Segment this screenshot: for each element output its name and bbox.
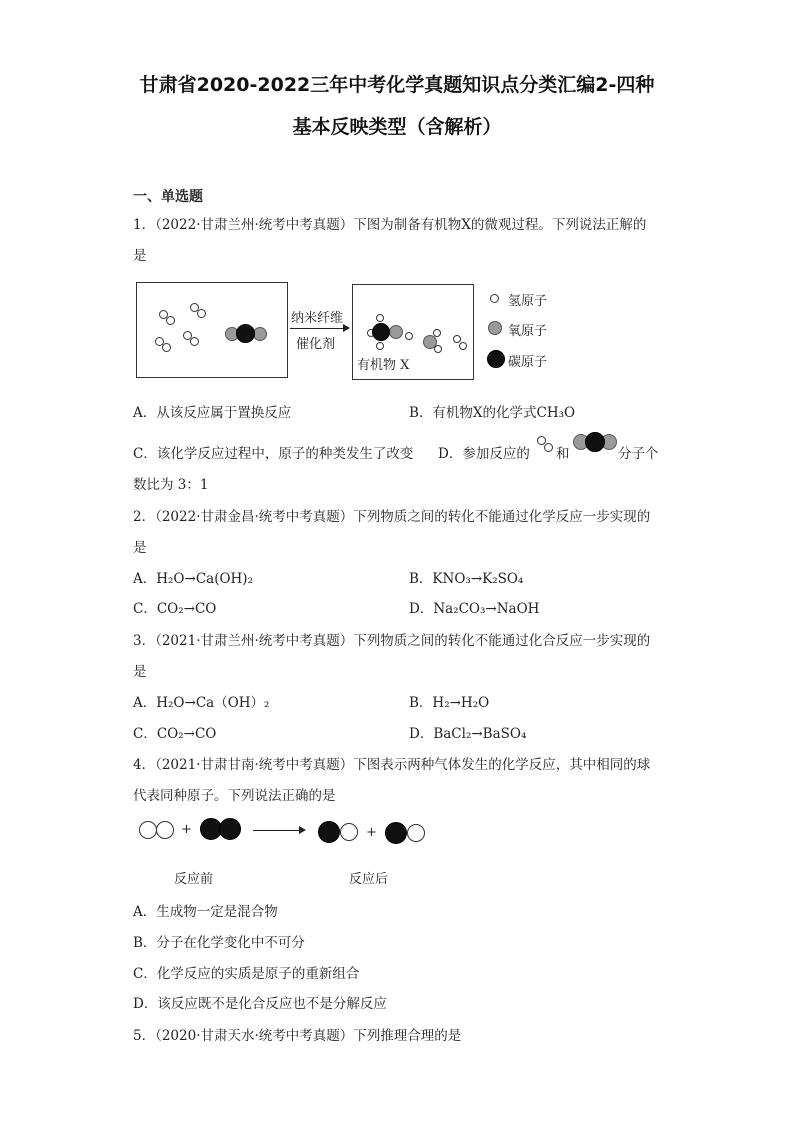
q1-option-d-and: 和 xyxy=(556,446,570,462)
white-atom xyxy=(340,823,358,841)
q4-stem-line1: 4．（2021·甘肃甘南·统考中考真题）下图表示两种气体发生的化学反应，其中相同的球 xyxy=(133,757,651,773)
page-title-line1: 甘肃省2020-2022三年中考化学真题知识点分类汇编2-四种 xyxy=(139,74,655,96)
q2-option-c[interactable]: C．CO₂→CO xyxy=(133,601,217,617)
q4-stem-line2: 代表同种原子。下列说法正确的是 xyxy=(133,788,336,804)
catalyst-label-line2: 催化剂 xyxy=(296,337,336,352)
q1-option-b[interactable]: B．有机物X的化学式CH₃O xyxy=(409,405,576,421)
q1-stem-line2: 是 xyxy=(133,248,147,264)
q4-option-d[interactable]: D．该反应既不是化合反应也不是分解反应 xyxy=(133,996,387,1012)
hydrogen-atom xyxy=(190,337,199,346)
legend-oxygen: 氧原子 xyxy=(508,324,548,339)
q3-option-b[interactable]: B．H₂→H₂O xyxy=(409,695,490,711)
reaction-arrow-shaft xyxy=(290,328,346,329)
black-atom xyxy=(385,822,407,844)
co2-molecule-icon xyxy=(585,432,605,452)
label-after-reaction: 反应后 xyxy=(349,872,389,887)
white-atom xyxy=(407,824,425,842)
q5-stem-line1: 5．（2020·甘肃天水·统考中考真题）下列推理合理的是 xyxy=(133,1028,462,1044)
q1-option-c[interactable]: C．该化学反应过程中，原子的种类发生了改变 xyxy=(133,446,414,462)
page-title-line2: 基本反映类型（含解析） xyxy=(292,116,502,138)
q2-option-a[interactable]: A．H₂O→Ca(OH)₂ xyxy=(133,571,253,587)
q2-option-b[interactable]: B．KNO₃→K₂SO₄ xyxy=(409,571,524,587)
oxygen-legend-icon xyxy=(488,321,502,335)
oxygen-atom xyxy=(389,325,403,339)
catalyst-label-line1: 纳米纤维 xyxy=(291,311,344,326)
section-heading: 一、单选题 xyxy=(133,189,203,205)
hydrogen-atom xyxy=(376,342,384,350)
reaction-arrow-shaft xyxy=(253,830,301,831)
legend-carbon: 碳原子 xyxy=(508,355,548,370)
reactants-box xyxy=(136,282,288,378)
q3-option-d[interactable]: D．BaCl₂→BaSO₄ xyxy=(409,726,527,742)
product-label: 有机物 X xyxy=(357,358,410,373)
hydrogen-atom xyxy=(459,342,467,350)
q1-option-d-suffix: 分子个 xyxy=(618,446,659,462)
hydrogen-atom xyxy=(162,343,171,352)
hydrogen-legend-icon xyxy=(490,294,499,303)
q4-option-a[interactable]: A．生成物一定是混合物 xyxy=(133,904,278,920)
q2-stem-line1: 2．（2022·甘肃金昌·统考中考真题）下列物质之间的转化不能通过化学反应一步实现的 xyxy=(133,509,651,525)
carbon-atom xyxy=(236,324,255,343)
white-atom xyxy=(139,821,157,839)
q3-stem-line2: 是 xyxy=(133,664,147,680)
black-atom xyxy=(219,818,241,840)
white-atom xyxy=(156,821,174,839)
arrow-head-icon xyxy=(343,324,350,332)
oxygen-atom xyxy=(423,335,437,349)
q2-option-d[interactable]: D．Na₂CO₃→NaOH xyxy=(409,601,540,617)
q1-option-d-prefix: D．参加反应的 xyxy=(438,446,530,462)
arrow-head-icon xyxy=(299,826,306,834)
q1-stem-line1: 1．（2022·甘肃兰州·统考中考真题）下图为制备有机物X的微观过程。下列说法正解的 xyxy=(133,217,647,233)
q2-stem-line2: 是 xyxy=(133,540,147,556)
q1-option-d-line2: 数比为 3：1 xyxy=(133,477,209,493)
q1-option-a[interactable]: A．从该反应属于置换反应 xyxy=(133,405,292,421)
label-before-reaction: 反应前 xyxy=(174,872,214,887)
black-atom xyxy=(318,821,340,843)
hydrogen-atom xyxy=(376,314,384,322)
carbon-atom xyxy=(372,323,390,341)
q3-option-c[interactable]: C．CO₂→CO xyxy=(133,726,217,742)
oxygen-atom xyxy=(253,327,267,341)
hydrogen-molecule-icon xyxy=(544,443,553,452)
hydrogen-atom xyxy=(405,332,413,340)
plus-sign: + xyxy=(366,825,377,840)
hydrogen-atom xyxy=(197,309,206,318)
q3-stem-line1: 3．（2021·甘肃兰州·统考中考真题）下列物质之间的转化不能通过化合反应一步实现的 xyxy=(133,633,651,649)
plus-sign: + xyxy=(181,822,192,837)
q4-option-c[interactable]: C．化学反应的实质是原子的重新组合 xyxy=(133,966,360,982)
legend-hydrogen: 氢原子 xyxy=(508,294,548,309)
q3-option-a[interactable]: A．H₂O→Ca（OH）₂ xyxy=(133,695,270,711)
q4-option-b[interactable]: B．分子在化学变化中不可分 xyxy=(133,935,305,951)
carbon-legend-icon xyxy=(487,350,505,368)
hydrogen-atom xyxy=(166,316,175,325)
